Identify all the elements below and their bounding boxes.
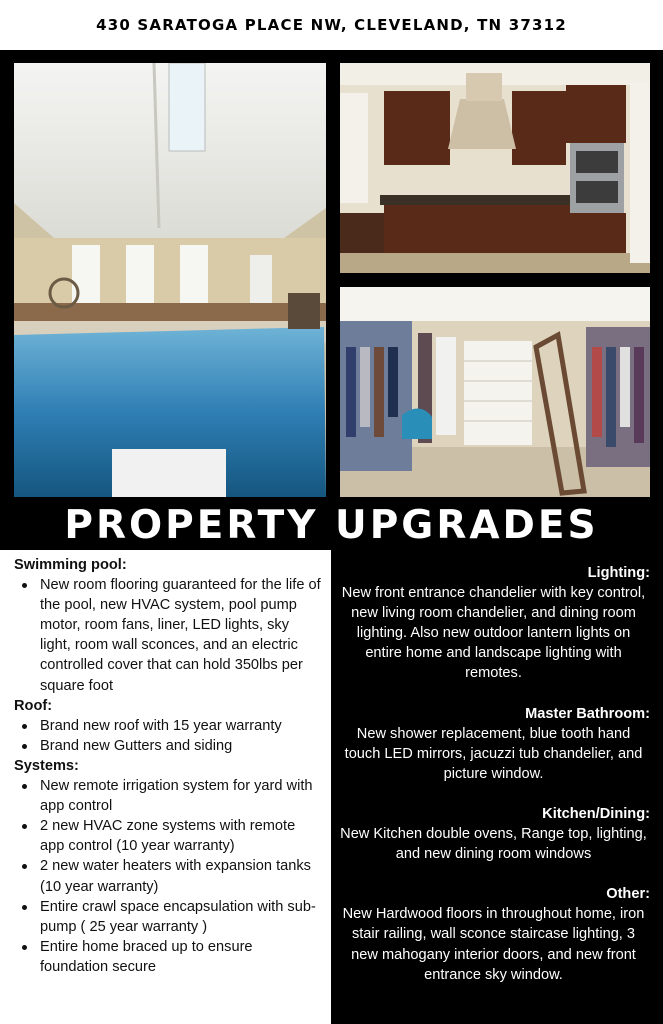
systems-list [14, 776, 321, 977]
list-item: 2 new HVAC zone systems with remote app control (10 year warranty) [14, 816, 321, 856]
other-text: New Hardwood floors in throughout home, iron stair railing, wall sconce staircase lighting, 3 new mahogany interior doors, and new front entrance sky window. [342, 906, 645, 983]
kitchen-dining-section [337, 804, 650, 864]
list-item: 2 new water heaters with expansion tanks (10 year warranty) [14, 856, 321, 896]
roof-list [14, 716, 321, 756]
swimming-pool-list [14, 575, 321, 696]
indoor-swimming-pool-photo [14, 63, 326, 497]
swimming-pool-heading: Swimming pool: [14, 557, 127, 573]
left-upgrades-panel [0, 550, 331, 1024]
list-item: Entire crawl space encapsulation with sub-pump ( 25 year warranty ) [14, 897, 321, 937]
master-bathroom-section [337, 704, 650, 784]
list-item: Brand new roof with 15 year warranty [14, 716, 321, 736]
systems-heading: Systems: [14, 757, 79, 774]
lighting-heading: Lighting: [587, 565, 650, 581]
walk-in-closet-photo [340, 287, 650, 497]
other-heading: Other: [606, 886, 650, 903]
list-item: Entire home braced up to ensure foundation secure [14, 937, 321, 977]
right-upgrades-panel [331, 550, 663, 1024]
list-item: Brand new Gutters and siding [14, 736, 321, 756]
master-bathroom-heading: Master Bathroom: [525, 705, 650, 722]
list-item: New remote irrigation system for yard with app control [14, 776, 321, 816]
lighting-section [337, 563, 650, 684]
roof-heading: Roof: [14, 697, 53, 714]
other-section [337, 884, 650, 984]
kitchen-dining-text: New Kitchen double ovens, Range top, lighting, and new dining room windows [340, 826, 647, 863]
kitchen-photo [340, 63, 650, 273]
list-item: New room flooring guaranteed for the life of the pool, new HVAC system, pool pump motor, room fans, liner, LED lights, sky light, room wall sconces, and an electric controlled cover that can hold 350lbs per square foot [14, 575, 321, 696]
master-bathroom-text: New shower replacement, blue tooth hand touch LED mirrors, jacuzzi tub chandelier, and picture window. [344, 725, 643, 782]
kitchen-dining-heading: Kitchen/Dining: [542, 805, 650, 822]
property-address: 430 SARATOGA PLACE NW, CLEVELAND, TN 37312 [96, 16, 567, 34]
address-banner [0, 0, 663, 50]
headline-text: PROPERTY UPGRADES [64, 502, 599, 548]
headline [0, 500, 663, 550]
lighting-text: New front entrance chandelier with key control, new living room chandelier, and dining room lighting. Also new outdoor lantern lights on entire home and landscape lighting with remotes. [341, 585, 646, 682]
